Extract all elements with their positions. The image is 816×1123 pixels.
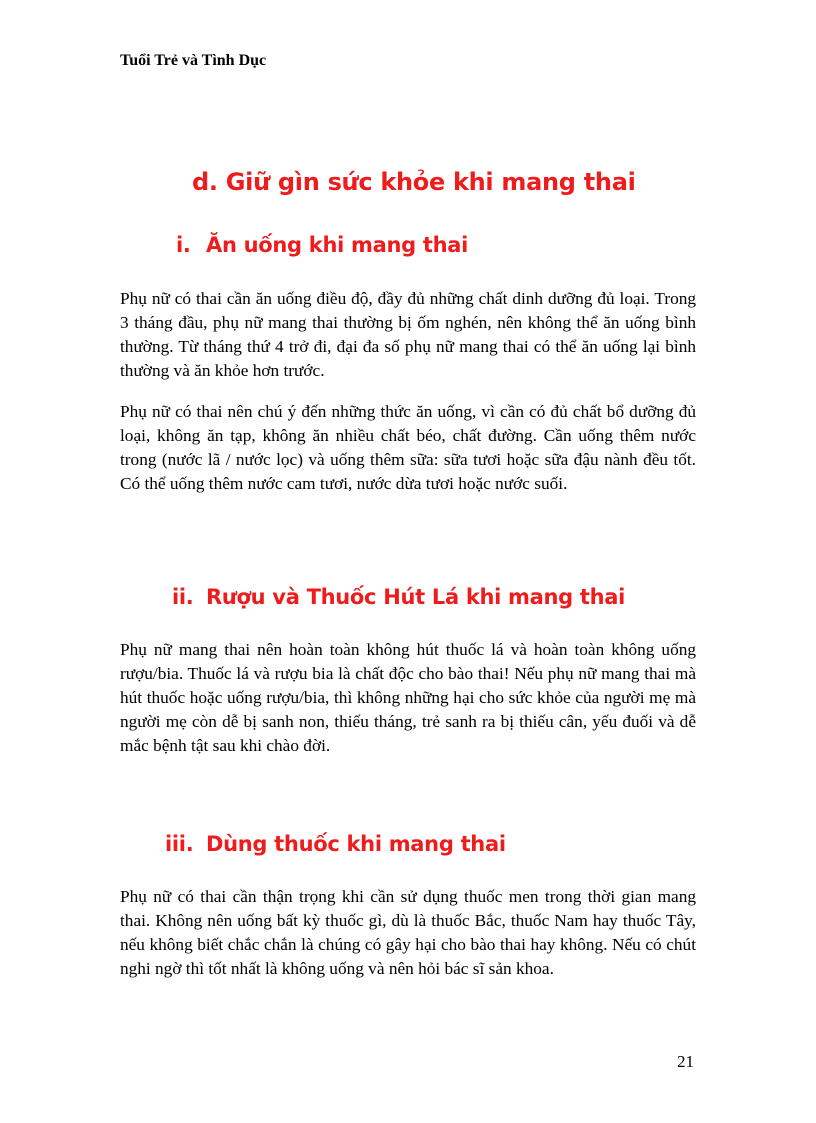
paragraph: Phụ nữ có thai cần thận trọng khi cần sử dụng thuốc men trong thời gian mang thai. Không nên uống bất kỳ thuốc gì, dù là thuốc Bắc, thuốc Nam hay thuốc Tây, nếu không biết chắc chắn là chúng có gây hại cho bào thai hay không. Nếu có chút nghi ngờ thì tốt nhất là không uống và nên hỏi bác sĩ sản khoa.	[120, 887, 696, 978]
paragraph: Phụ nữ có thai cần ăn uống điều độ, đầy đủ những chất dinh dưỡng đủ loại. Trong 3 tháng đầu, phụ nữ mang thai thường bị ốm nghén, nên không thể ăn uống bình thường. Từ tháng thứ 4 trở đi, đại đa số phụ nữ mang thai có thể ăn uống lại bình thường và ăn khỏe hơn trước.	[120, 289, 696, 380]
section-title: d. Giữ gìn sức khỏe khi mang thai	[192, 168, 636, 196]
subsection-title: Dùng thuốc khi mang thai	[206, 832, 506, 856]
paragraph: Phụ nữ có thai nên chú ý đến những thức ăn uống, vì cần có đủ chất bổ dưỡng đủ loại, không ăn tạp, không ăn nhiều chất béo, chất đường. Cần uống thêm nước trong (nước lã / nước lọc) và uống thêm sữa: sữa tươi hoặc sữa đậu nành đều tốt. Có thể uống thêm nước cam tươi, nước dừa tươi hoặc nước suối.	[120, 402, 696, 493]
subsection-heading-1	[176, 233, 468, 257]
running-header: Tuổi Trẻ và Tình Dục	[120, 52, 267, 69]
subsection-title: Ăn uống khi mang thai	[206, 233, 469, 257]
subsection-heading-2	[172, 585, 625, 609]
page-number: 21	[677, 1052, 694, 1071]
paragraph: Phụ nữ mang thai nên hoàn toàn không hút thuốc lá và hoàn toàn không uống rượu/bia. Thuốc lá và rượu bia là chất độc cho bào thai! Nếu phụ nữ mang thai mà hút thuốc hoặc uống rượu/bia, thì không những hại cho sức khỏe của người mẹ mà người mẹ còn dễ bị sanh non, thiếu tháng, trẻ sanh ra bị thiếu cân, yếu đuối và dễ mắc bệnh tật sau khi chào đời.	[120, 640, 696, 755]
subsection-numeral: iii.	[165, 832, 194, 856]
subsection-numeral: i.	[176, 233, 191, 257]
subsection-numeral: ii.	[172, 585, 194, 609]
subsection-title: Rượu và Thuốc Hút Lá khi mang thai	[206, 585, 626, 609]
subsection-heading-3	[165, 832, 506, 856]
